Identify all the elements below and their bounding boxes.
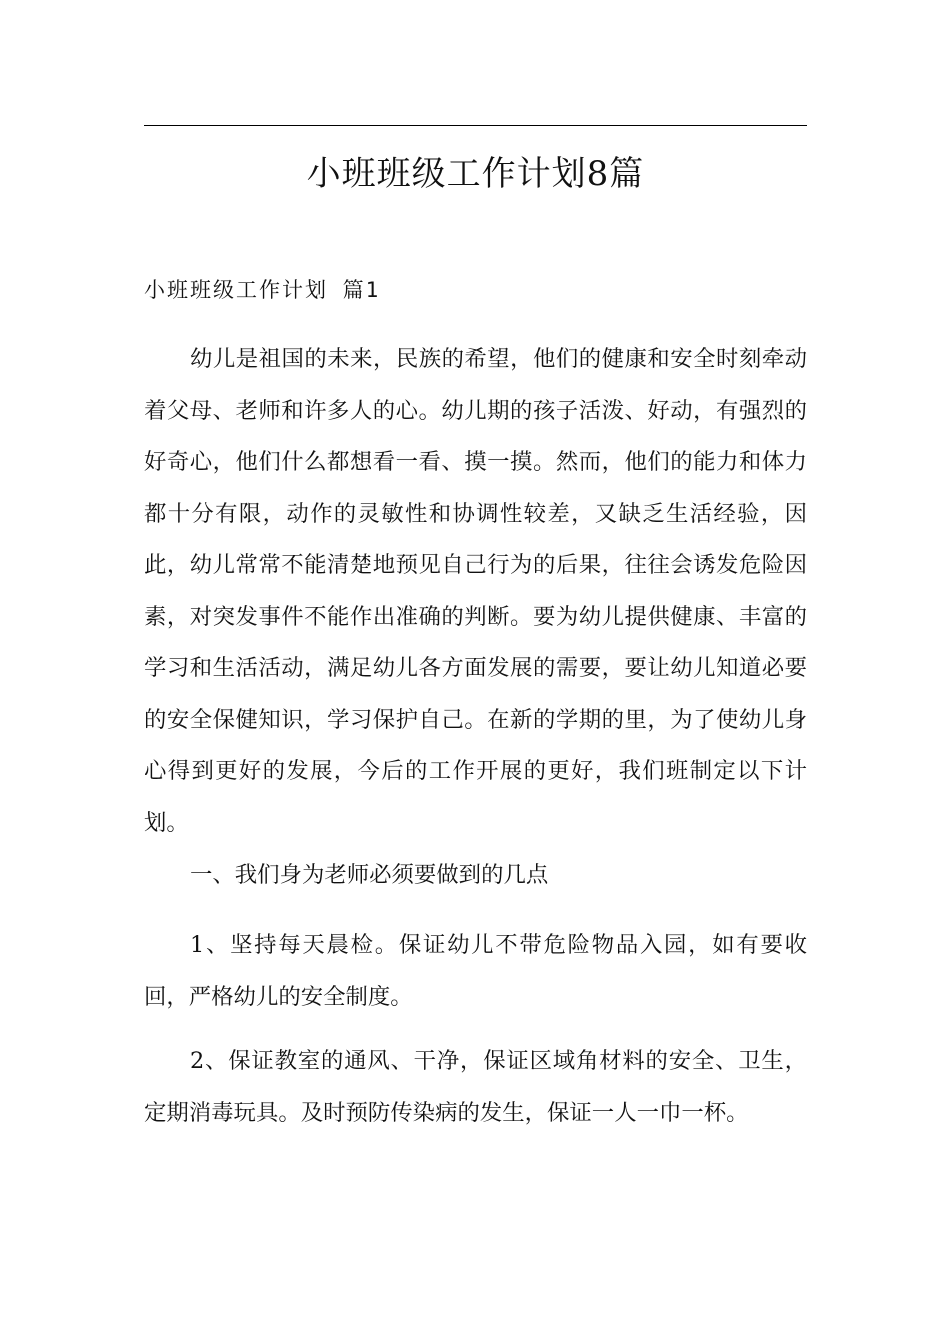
section-heading: 小班班级工作计划 篇1 bbox=[144, 278, 381, 302]
list-item-paragraph: 1、坚持每天晨检。保证幼儿不带危险物品入园，如有要收回，严格幼儿的安全制度。 bbox=[144, 932, 807, 1010]
header-rule bbox=[144, 125, 807, 126]
document-title: 小班班级工作计划8篇 bbox=[306, 154, 645, 194]
intro-paragraph: 幼儿是祖国的未来，民族的希望，他们的健康和安全时刻牵动着父母、老师和许多人的心。幼儿期的孩子活泼、好动，有强烈的好奇心，他们什么都想看一看、摸一摸。然而，他们的能力和体力都十分有限，动作的灵敏性和协调性较差，又缺乏生活经验，因此，幼儿常常不能清楚地预见自己行为的后果，往往会诱发危险因素，对突发事件不能作出准确的判断。要为幼儿提供健康、丰富的学习和生活活动，满足幼儿各方面发展的需要，要让幼儿知道必要的安全保健知识，学习保护自己。在新的学期的里，为了使幼儿身心得到更好的发展，今后的工作开展的更好，我们班制定以下计划。 bbox=[144, 346, 807, 836]
list-item-paragraph: 2、保证教室的通风、干净，保证区域角材料的安全、卫生，定期消毒玩具。及时预防传染病的发生，保证一人一巾一杯。 bbox=[144, 1048, 807, 1126]
subsection-heading: 一、我们身为老师必须要做到的几点 bbox=[190, 862, 549, 888]
